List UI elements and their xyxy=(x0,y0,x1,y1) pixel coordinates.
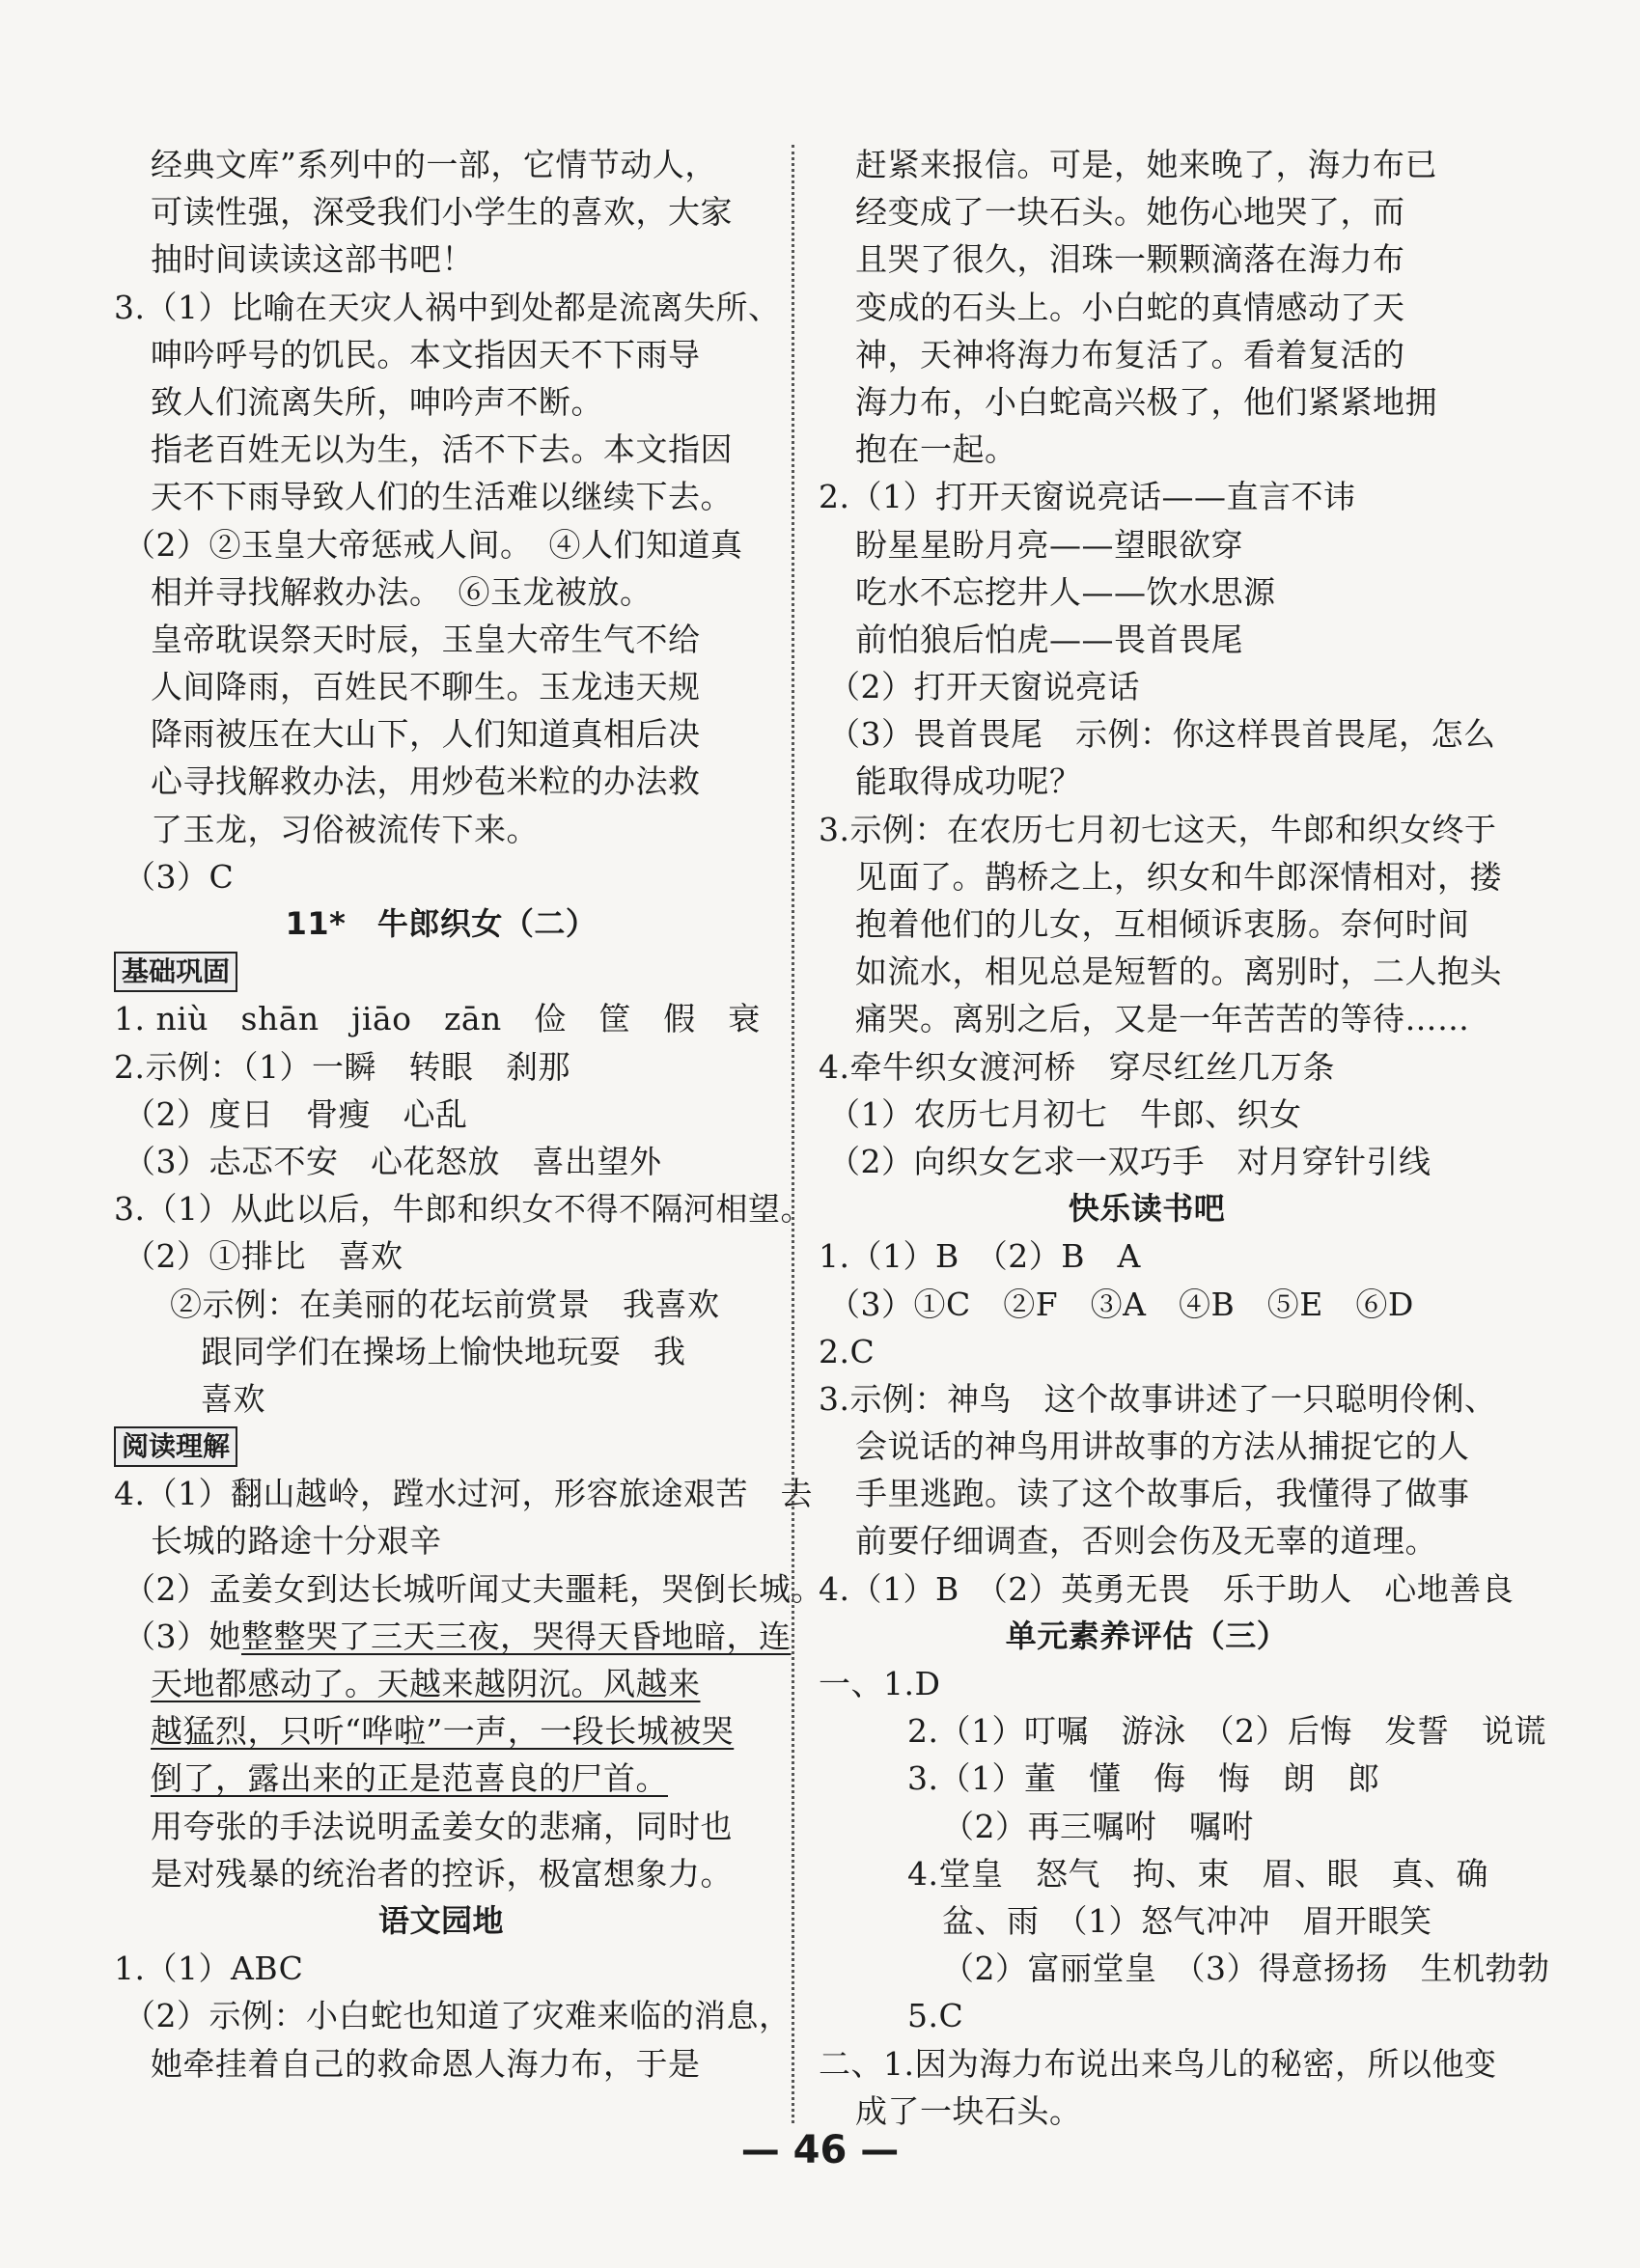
answer-line: 3.（1）从此以后，牛郎和织女不得不隔河相望。 xyxy=(114,1190,813,1229)
answer-line: 可读性强，深受我们小学生的喜欢，大家 xyxy=(151,193,733,232)
section-tag-row xyxy=(114,948,768,995)
section-heading: 11* 牛郎织女（二） xyxy=(285,905,598,942)
answer-line: （2）富丽堂皇 （3）得意扬扬 生机勃勃 xyxy=(942,1950,1550,1988)
answer-line: 喜欢 xyxy=(201,1379,265,1418)
answer-line: 二、1.因为海力布说出来鸟儿的秘密，所以他变 xyxy=(819,2044,1497,2083)
answer-line: 盼星星盼月亮——望眼欲穿 xyxy=(855,525,1243,564)
answer-line: 成了一块石头。 xyxy=(855,2091,1082,2130)
answer-line: 致人们流离失所，呻吟声不断。 xyxy=(151,382,603,421)
answer-line: ②示例：在美丽的花坛前赏景 我喜欢 xyxy=(170,1285,720,1323)
answer-line: 3.示例：在农历七月初七这天，牛郎和织女终于 xyxy=(819,810,1497,848)
answer-line: 会说话的神鸟用讲故事的方法从捕捉它的人 xyxy=(855,1427,1470,1466)
underlined-text: 天地都感动了。天越来越阴沉。风越来 xyxy=(151,1665,701,1702)
section-heading: 快乐读书吧 xyxy=(1068,1190,1226,1228)
answer-line: 见面了。鹊桥之上，织女和牛郎深情相对，搂 xyxy=(855,857,1502,896)
answer-line: 经典文库”系列中的一部，它情节动人， xyxy=(151,146,717,183)
answer-line: 是对残暴的统治者的控诉，极富想象力。 xyxy=(151,1854,733,1893)
underlined-text: 倒了，露出来的正是范喜良的尸首。 xyxy=(151,1759,668,1798)
underlined-text: 整整哭了三天三夜，哭得天昏地暗，连 xyxy=(241,1617,792,1655)
answer-line: 4.堂皇 怒气 拘、束 眉、眼 真、确 xyxy=(907,1854,1488,1893)
answer-line: 指老百姓无以为生，活不下去。本文指因 xyxy=(151,430,733,469)
answer-line: 1. niù shān jiāo zān 俭 筐 假 衰 xyxy=(114,1000,761,1038)
answer-line: 2.示例：（1）一瞬 转眼 刹那 xyxy=(114,1047,570,1086)
answer-line: 心寻找解救办法，用炒苞米粒的办法救 xyxy=(151,762,701,801)
answer-line: （2）度日 骨瘦 心乱 xyxy=(124,1094,468,1133)
answer-line: 1.（1）B （2）B A xyxy=(819,1237,1141,1276)
answer-line xyxy=(114,1755,768,1802)
answer-line: 相并寻找解救办法。 ⑥玉龙被放。 xyxy=(151,572,653,611)
answer-line: 一、1.D xyxy=(819,1665,941,1702)
answer-text: （3）她 xyxy=(124,1617,241,1655)
answer-line: 盆、雨 （1）怒气冲冲 眉开眼笑 xyxy=(942,1901,1432,1940)
answer-line: 3.示例：神鸟 这个故事讲述了一只聪明伶俐、 xyxy=(819,1379,1497,1418)
answer-line xyxy=(114,1707,768,1755)
answer-line: 4.牵牛织女渡河桥 穿尽红丝几万条 xyxy=(819,1047,1335,1086)
answer-line: 神，天神将海力布复活了。看着复活的 xyxy=(855,335,1405,373)
answer-line: 经变成了一块石头。她伤心地哭了，而 xyxy=(855,193,1405,232)
answer-line: 1.（1）ABC xyxy=(114,1950,304,1988)
answer-line: 抱在一起。 xyxy=(855,430,1017,469)
section-tag: 基础巩固 xyxy=(114,952,237,992)
answer-line: 海力布，小白蛇高兴极了，他们紧紧地拥 xyxy=(855,382,1437,421)
section-tag: 阅读理解 xyxy=(114,1426,237,1467)
answer-line: 跟同学们在操场上愉快地玩耍 我 xyxy=(201,1332,686,1370)
answer-line: 抽时间读读这部书吧！ xyxy=(151,240,474,279)
answer-line: 长城的路途十分艰辛 xyxy=(151,1522,442,1561)
answer-line: （2）向织女乞求一双巧手 对月穿针引线 xyxy=(828,1142,1432,1180)
answer-line: （3）畏首畏尾 示例：你这样畏首畏尾，怎么 xyxy=(828,715,1496,754)
answer-line: （2）孟姜女到达长城听闻丈夫噩耗，哭倒长城。 xyxy=(124,1569,823,1608)
answer-line: （1）农历七月初七 牛郎、织女 xyxy=(828,1094,1302,1133)
answer-line: （3）忐忑不安 心花怒放 喜出望外 xyxy=(124,1142,662,1180)
answer-line: （2）打开天窗说亮话 xyxy=(828,668,1140,706)
answer-line: 降雨被压在大山下，人们知道真相后决 xyxy=(151,715,701,754)
answer-line: 如流水，相见总是短暂的。离别时，二人抱头 xyxy=(855,953,1502,991)
answer-line: 皇帝耽误祭天时辰，玉皇大帝生气不给 xyxy=(151,620,701,658)
underlined-text: 越猛烈，只听“哗啦”一声，一段长城被哭 xyxy=(151,1712,735,1751)
answer-line: 赶紧来报信。可是，她来晚了，海力布已 xyxy=(855,146,1437,183)
answer-line: 4.（1）B （2）英勇无畏 乐于助人 心地善良 xyxy=(819,1569,1515,1608)
answer-line: 她牵挂着自己的救命恩人海力布，于是 xyxy=(151,2044,701,2083)
answer-line: 2.（1）叮嘱 游泳 （2）后悔 发誓 说谎 xyxy=(907,1712,1546,1751)
answer-line: 天不下雨导致人们的生活难以继续下去。 xyxy=(151,478,733,516)
answer-line: 呻吟呼号的饥民。本文指因天不下雨导 xyxy=(151,335,701,373)
answer-line: 手里逃跑。读了这个故事后，我懂得了做事 xyxy=(855,1475,1470,1513)
answer-line: 前怕狼后怕虎——畏首畏尾 xyxy=(855,620,1243,658)
column-divider xyxy=(792,145,794,2123)
section-heading: 单元素养评估（三） xyxy=(1005,1617,1289,1654)
answer-line: 且哭了很久，泪珠一颗颗滴落在海力布 xyxy=(855,240,1405,279)
answer-line: 5.C xyxy=(907,1997,964,2035)
answer-line: 变成的石头上。小白蛇的真情感动了天 xyxy=(855,288,1405,326)
answer-line: （2）示例：小白蛇也知道了灾难来临的消息， xyxy=(124,1997,792,2035)
page-number: — 46 — xyxy=(740,2128,900,2172)
answer-line: （2）②玉皇大帝惩戒人间。 ④人们知道真 xyxy=(124,525,743,564)
section-tag-row xyxy=(114,1423,768,1470)
right-column xyxy=(819,141,1550,2135)
answer-line: 3.（1）比喻在天灾人祸中到处都是流离失所、 xyxy=(114,288,781,326)
answer-line: 吃水不忘挖井人——饮水思源 xyxy=(855,572,1276,611)
answer-line: 抱着他们的儿女，互相倾诉衷肠。奈何时间 xyxy=(855,905,1470,943)
answer-line: 痛哭。离别之后，又是一年苦苦的等待…… xyxy=(855,1000,1470,1038)
answer-line: 前要仔细调查，否则会伤及无辜的道理。 xyxy=(855,1522,1437,1561)
answer-line: 用夸张的手法说明孟姜女的悲痛，同时也 xyxy=(151,1807,733,1845)
answer-line: 4.（1）翻山越岭，蹚水过河，形容旅途艰苦 去 xyxy=(114,1475,813,1513)
answer-line: 人间降雨，百姓民不聊生。玉龙违天规 xyxy=(151,668,701,706)
answer-line xyxy=(114,1613,792,1660)
answer-line xyxy=(114,1660,768,1707)
answer-line: 了玉龙，习俗被流传下来。 xyxy=(151,810,539,848)
answer-line: 2.（1）打开天窗说亮话——直言不讳 xyxy=(819,478,1356,516)
answer-line: （3）C xyxy=(124,857,235,896)
section-heading: 语文园地 xyxy=(377,1901,504,1939)
left-column xyxy=(114,141,823,2088)
answer-line: （3）①C ②F ③A ④B ⑤E ⑥D xyxy=(828,1285,1414,1323)
answer-line: （2）①排比 喜欢 xyxy=(124,1237,403,1276)
answer-line: 2.C xyxy=(819,1332,876,1370)
answer-line: 能取得成功呢？ xyxy=(855,762,1082,801)
answer-line: （2）再三嘱咐 嘱咐 xyxy=(942,1807,1254,1845)
answer-line: 3.（1）董 懂 侮 悔 朗 郎 xyxy=(907,1759,1380,1798)
